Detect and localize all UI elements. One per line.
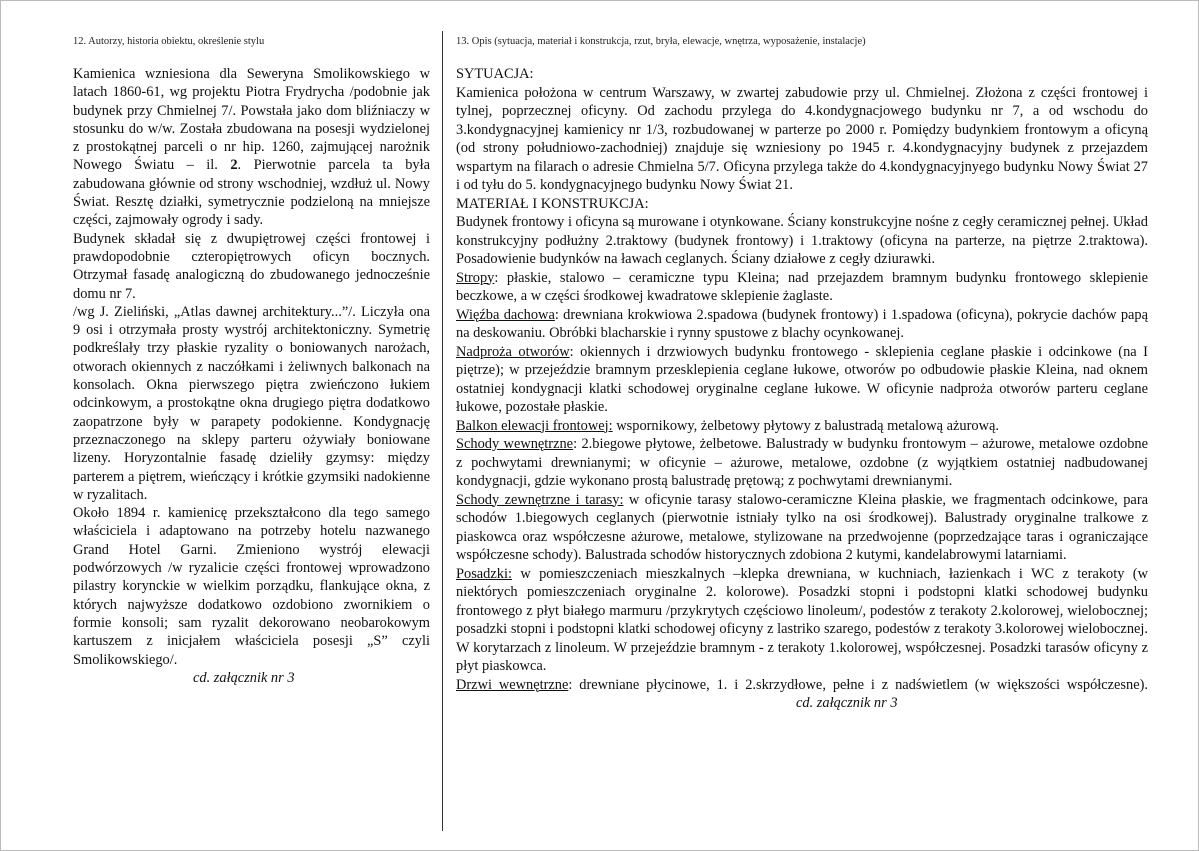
- schody-wewnetrzne-paragraph: [456, 435, 1148, 491]
- nadproza-label: Nadproża otworów: [456, 343, 570, 360]
- nadproza-paragraph: [456, 343, 1148, 417]
- situation-title: SYTUACJA:: [456, 66, 534, 82]
- left-column-header: 12. Autorzy, historia obiektu, określenie stylu: [73, 36, 265, 47]
- history-text: . Pierwotnie parcela ta była zabudowana głównie od strony wschodniej, wzdłuż ul. Nowy Świat. Resztę działki, symetrycznie podzieloną na mniejsze części, zajmowały ogrody i sady.: [73, 157, 430, 229]
- history-text: Kamienica wzniesiona dla Seweryna Smolikowskiego w latach 1860-61, wg projektu Piotra Frydrycha /podobnie jak budynek przy Chmielnej 7/. Powstała jako dom bliźniaczy w stosunku do w/w. Została zbudowana na posesji wydzielonej z prostokątnej parceli o nr hip. 1260, zajmującej narożnik Nowego Światu – il.: [73, 66, 430, 174]
- history-paragraph-3: /wg J. Zieliński, „Atlas dawnej architektury...”/. Liczyła ona 9 osi i otrzymała prosty wystrój architektoniczny. Symetrię podkreślały trzy płaskie ryzality o boniowanych narożach, otworach okiennych z naczółkami i żeliwnych balkonach na konsolach. Okna pierwszego piętra zwieńczono łukiem odcinkowym, a prostokątne okna drugiego piętra dodatkowo zaopatrzone były w parapety podokienne. Kondygnację przeznaczonego na sklepy parteru ożywiały boniowane lizeny. Horyzontalnie fasadę dzieliły gzymsy: między parterem a piętrem, wieńczący i krótkie gzymsiki nadokienne w ryzalitach.: [73, 303, 430, 503]
- history-paragraph-2: Budynek składał się z dwupiętrowej części frontowej i prawdopodobnie czteropiętrowych oficyn bocznych. Otrzymał fasadę analogiczną do zbudowanego jednocześnie domu nr 7.: [73, 230, 430, 302]
- balkon-label: Balkon elewacji frontowej:: [456, 417, 613, 434]
- stropy-label: Stropy: [456, 269, 495, 286]
- wiezba-text: : drewniana krokwiowa 2.spadowa (budynek frontowy) i 1.spadowa (oficyna), pokrycie dachów papą na deskowaniu. Obróbki blacharskie i rynny spustowe z blachy ocynkowanej.: [456, 306, 1148, 341]
- posadzki-text: w pomieszczeniach mieszkalnych –klepka drewniana, w kuchniach, łazienkach i WC z terakoty (w niektórych pomieszczeniach oryginalne 2. kolorowe). Posadzki stopni i podstopni klatki schodowej budynku frontowego z płyt białego marmuru /przykrytych częściowo linoleum/, podestów z terakoty 2.kolorowej, wielobocznej; posadzki stopni i podstopni klatki schodowej oficyny z lastriko szarego, podestów z terakoty 3.kolorowej wielobocznej. W korytarzach z linoleum. W przejeździe bramnym - z terakoty 1.kolorowej, współczesnej. Posadzki tarasów oficyny z płyt piaskowca.: [456, 565, 1148, 674]
- stropy-text: : płaskie, stalowo – ceramiczne typu Kleina; nad przejazdem bramnym budynku frontowego sklepienie beczkowe, a w części środkowej kwadratowe sklepienie żaglaste.: [456, 269, 1148, 304]
- history-annex-ref: [73, 669, 430, 687]
- schody-zewnetrzne-label: Schody zewnętrzne i tarasy:: [456, 491, 624, 508]
- right-column-header: 13. Opis (sytuacja, materiał i konstrukcja, rzut, bryła, elewacje, wnętrza, wyposażenie, instalacje): [456, 36, 866, 47]
- schody-zewnetrzne-paragraph: [456, 491, 1148, 565]
- situation-text: Kamienica położona w centrum Warszawy, w zwartej zabudowie przy ul. Chmielnej. Złożona z części frontowej i tylnej, poprzecznej oficyny. Od zachodu przylega do 4.kondygnacjowego budynku nr 7, a od wschodu do 3.kondygnacyjnej kamienicy nr 1/3, rozbudowanej w parterze po 2000 r. Pomiędzy budynkiem frontowym a oficyną (od strony południowo-zachodniej) znajduje się wzniesiony po 1945 r. 4.kondygnacyjny budynek z przejazdem wspartym na filarach o adresie Chmielna 5/7. Oficyna przylega także do 4.kondygnacyjnyego budynku Nowy Świat 27 i od tyłu do 5. kondygnacyjnego budynku Nowy Świat 21.: [456, 84, 1148, 193]
- wiezba-label: Więźba dachowa: [456, 306, 555, 323]
- illustration-ref: 2: [230, 157, 238, 174]
- posadzki-label: Posadzki:: [456, 565, 512, 582]
- posadzki-paragraph: [456, 565, 1148, 676]
- description-column: [456, 65, 1148, 713]
- schody-wewnetrzne-label: Schody wewnętrzne: [456, 436, 574, 452]
- stropy-paragraph: [456, 269, 1148, 306]
- schody-wewnetrzne-text: : 2.biegowe płytowe, żelbetowe. Balustrady w budynku frontowym – ażurowe, metalowe ozdobne z pochwytami drewnianymi; w oficynie – ażurowe, metalowe, ozdobne (z wyjątkiem ostatniej nadbudowanej kondygnacji, gdzie wykonano prostą balustradę prętową; z pochwytami drewnianymi.: [456, 436, 1148, 489]
- annex-note: cd. załącznik nr 3: [796, 695, 898, 711]
- wiezba-paragraph: [456, 306, 1148, 343]
- history-paragraph-4: Około 1894 r. kamienicę przekształcono dla tego samego właściciela i adaptowano na potrzeby hotelu nazwanego Grand Hotel Garni. Zmieniono wystrój elewacji podwórzowych /w ryzalicie części frontowej wprowadzono pilastry korynckie w wielkim porządku, flankujące okna, z których najwyższe dodatkowo ozdobiono zwornikiem o formie konsoli; sam ryzalit dekorowano neobarokowym kartuszem z inicjałem właściciela posesji „S” czyli Smolikowskiego/.: [73, 505, 430, 668]
- material-text: Budynek frontowy i oficyna są murowane i otynkowane. Ściany konstrukcyjne nośne z cegły ceramicznej pełnej. Układ konstrukcyjny podłużny 2.traktowy (budynek frontowy) i 1.traktowy (oficyna na parterze, na piętrze 2.traktowa). Posadowienie budynków na ławach ceglanych. Ściany działowe z cegły dziurawki.: [456, 214, 1148, 267]
- material-title: MATERIAŁ I KONSTRUKCJA:: [456, 195, 649, 212]
- history-column: [73, 65, 430, 687]
- annex-note: cd. załącznik nr 3: [193, 669, 295, 686]
- drzwi-label: Drzwi wewnętrzne: [456, 676, 569, 693]
- drzwi-text: : drewniane płycinowe, 1. i 2.skrzydłowe, pełne i z nadświetlem (w większości współczesne).: [568, 676, 1148, 693]
- balkon-paragraph: [456, 417, 1148, 436]
- balkon-text: wspornikowy, żelbetowy płytowy z balustradą metalową ażurową.: [612, 417, 999, 434]
- column-divider: [442, 31, 443, 831]
- history-paragraph-1: [73, 65, 430, 230]
- drzwi-paragraph: [456, 676, 1148, 713]
- schody-zewnetrzne-text: w oficynie tarasy stalowo-ceramiczne Kleina płaskie, we fragmentach odcinkowe, para schodów 1.biegowych ceglanych (pierwotnie istniały tylko na osi środkowej). Balustrady oryginalne tralkowe z piaskowca oraz współczesne ażurowe, metalowe, stylizowane na przedwojenne (poprzedzające taras i ograniczające współczesne schody). Balustrada schodów historycznych zdobiona 2 kutymi, kandelabrowymi latarniami.: [456, 491, 1148, 563]
- nadproza-text: : okiennych i drzwiowych budynku frontowego - sklepienia ceglane płaskie i odcinkowe (na I piętrze); w przejeździe bramnym przesklepienia ceglane łukowe, otworów po odbudowie płaskie Kleina, nad oknem ostatniej kondygnacji klatki schodowej oryginalne ceglane łukowe. W oficynie nadproża otworów parteru ceglane łukowe, pozostałe płaskie.: [456, 343, 1148, 415]
